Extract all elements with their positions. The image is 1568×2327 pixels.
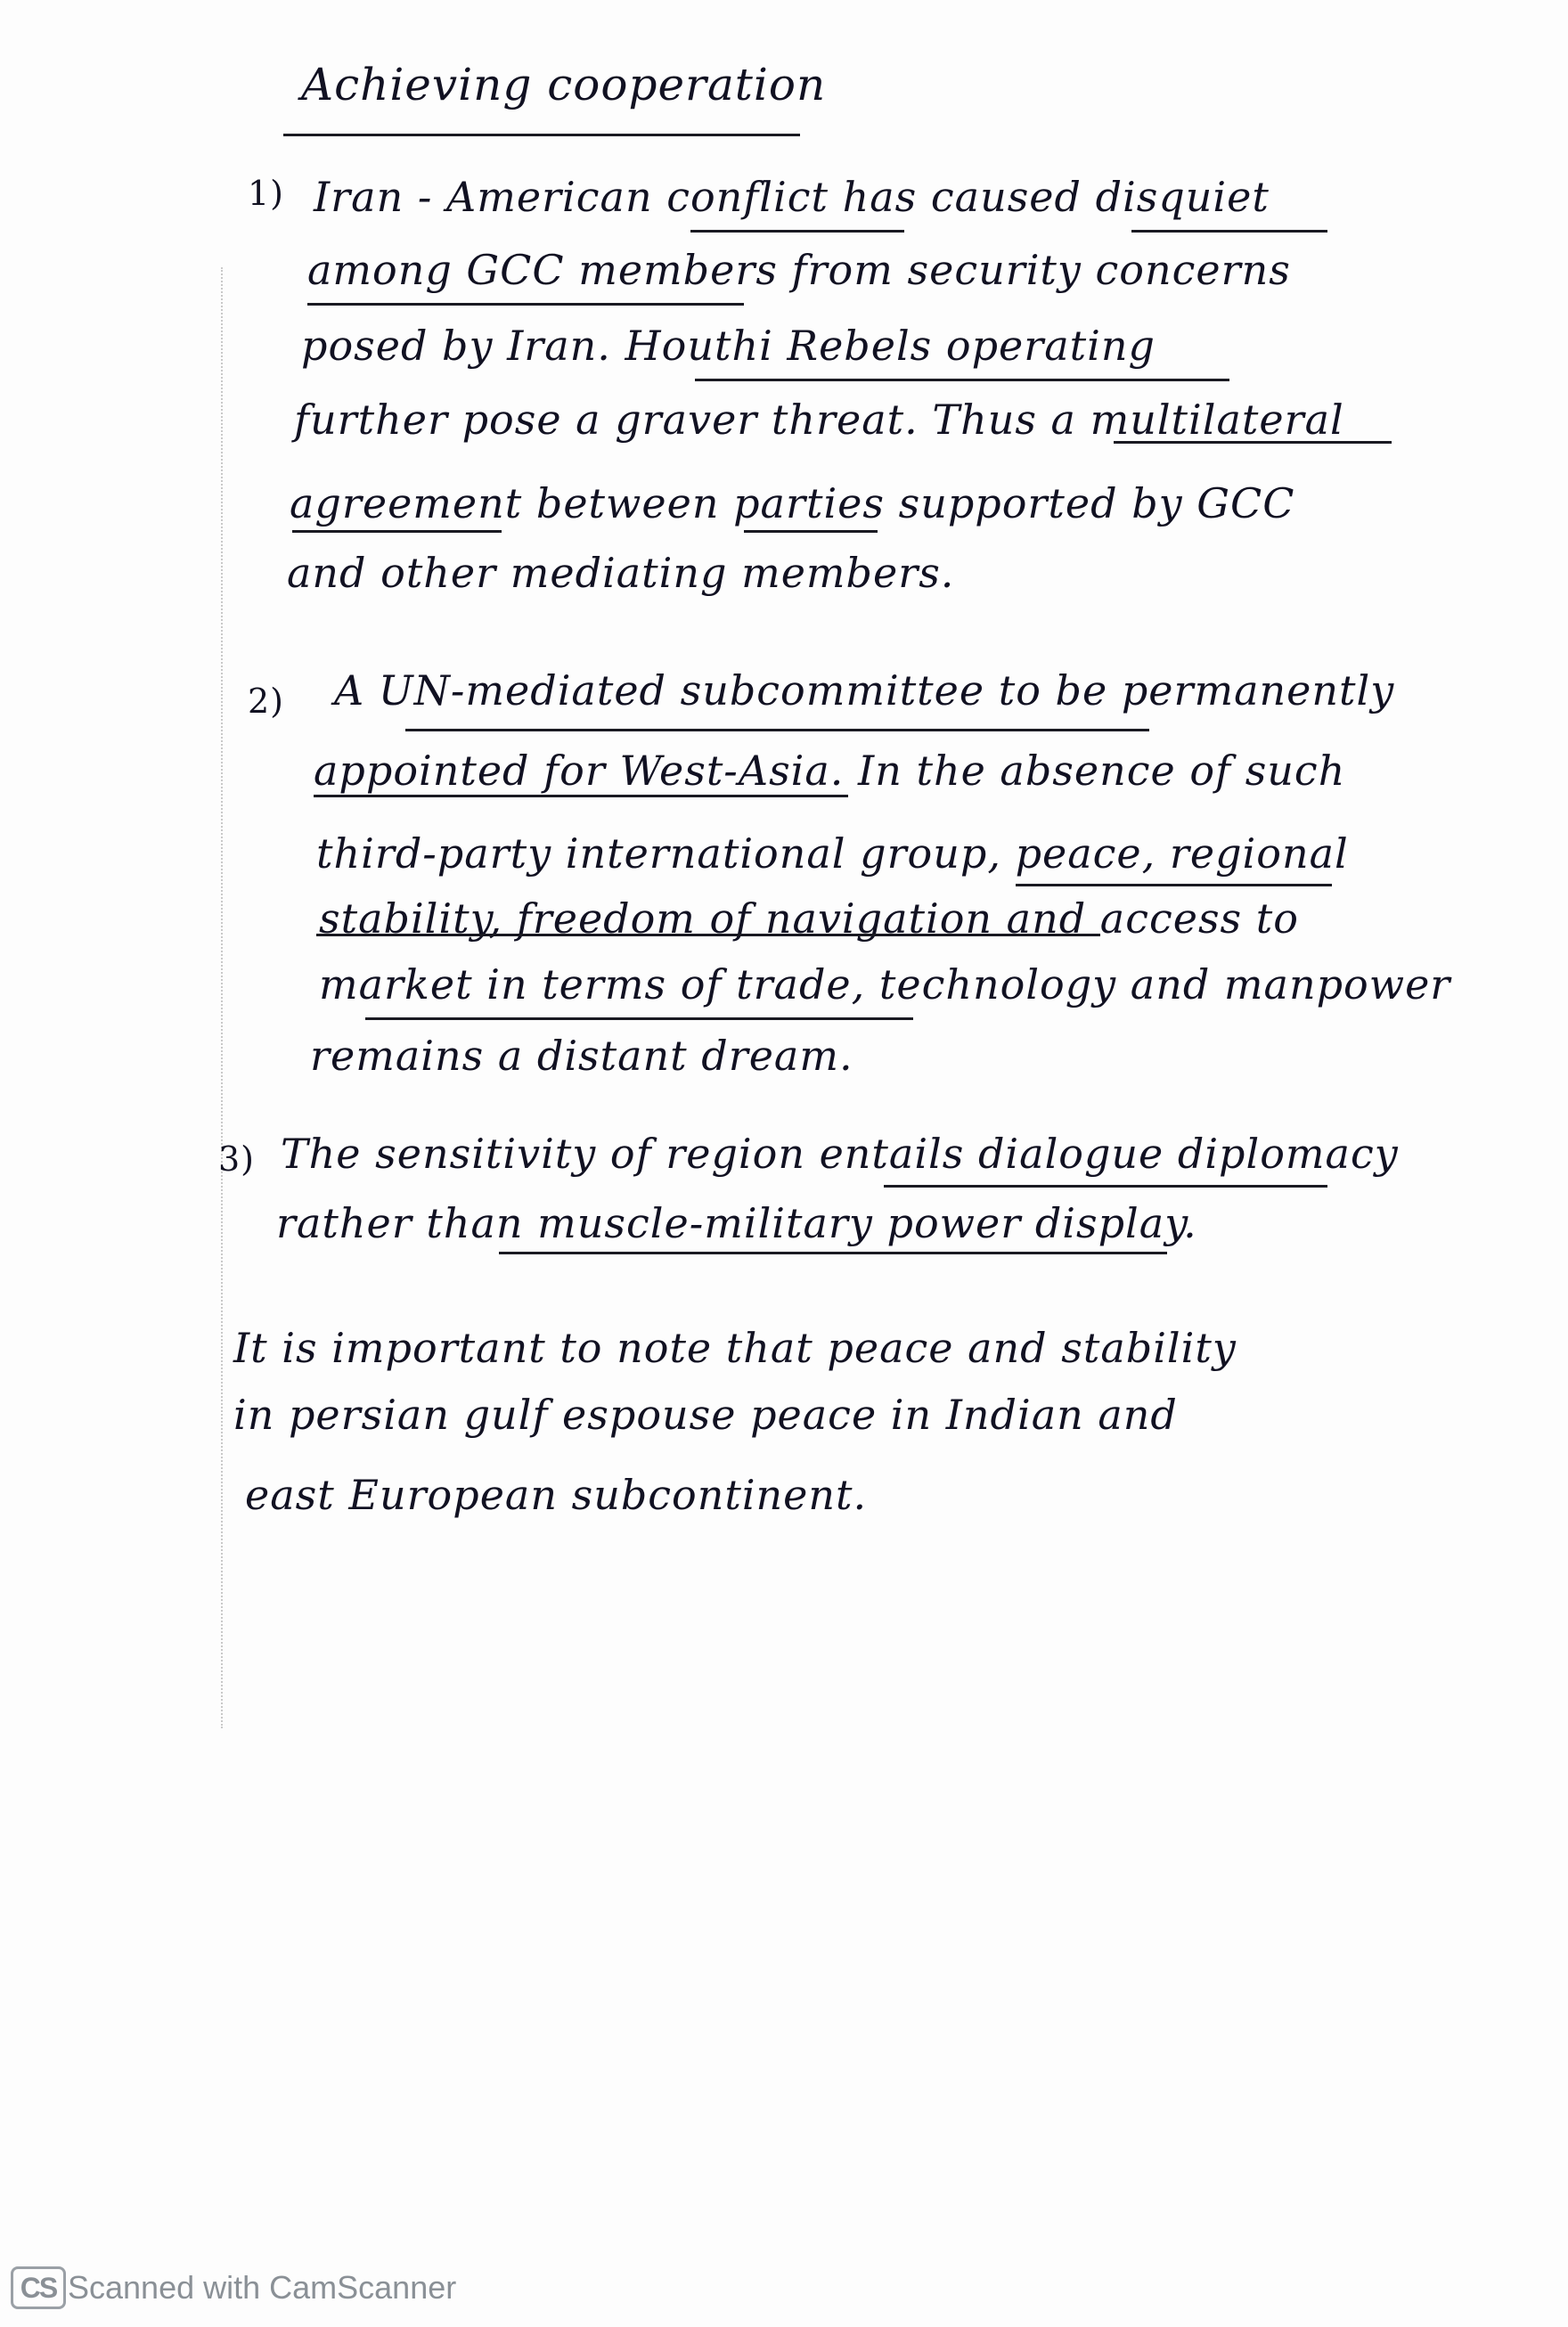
point-1-line-4: further pose a graver threat. Thus a multilateral bbox=[294, 396, 1344, 444]
underline-conflict bbox=[690, 230, 904, 233]
underline-agreement bbox=[292, 530, 502, 533]
margin-rule bbox=[221, 267, 223, 1728]
underline-disquiet bbox=[1131, 230, 1327, 233]
point-1-line-5: agreement between parties supported by GCC bbox=[290, 479, 1295, 527]
underline-entails bbox=[884, 1185, 982, 1188]
point-3-line-1: The sensitivity of region entails dialogue diplomacy bbox=[281, 1130, 1399, 1178]
point-3-number: 3) bbox=[218, 1139, 256, 1179]
point-2-line-4: stability, freedom of navigation and access to bbox=[319, 894, 1299, 943]
underline-peace-regional bbox=[1016, 884, 1332, 886]
conclusion-line-2: in persian gulf espouse peace in Indian and bbox=[233, 1391, 1178, 1439]
underline-dialogue-diplomacy bbox=[980, 1185, 1327, 1188]
point-2-line-5: market in terms of trade, technology and manpower bbox=[319, 960, 1451, 1008]
underline-west-asia bbox=[314, 795, 848, 797]
title-underline bbox=[283, 134, 800, 136]
point-1-line-6: and other mediating members. bbox=[287, 549, 955, 597]
point-2-line-6: remains a distant dream. bbox=[310, 1032, 853, 1080]
point-2-line-3: third-party international group, peace, regional bbox=[316, 829, 1349, 878]
underline-stability bbox=[316, 934, 1100, 936]
conclusion-line-1: It is important to note that peace and stability bbox=[233, 1324, 1237, 1372]
camscanner-logo: CS bbox=[11, 2266, 66, 2309]
point-3-line-2: rather than muscle-military power display. bbox=[276, 1199, 1197, 1247]
point-1-line-3: posed by Iran. Houthi Rebels operating bbox=[301, 322, 1156, 370]
underline-houthi-rebels bbox=[695, 379, 1229, 381]
underline-market bbox=[365, 1017, 913, 1020]
underline-parties bbox=[744, 530, 878, 533]
point-1-number: 1) bbox=[248, 174, 285, 213]
point-1-line-1: Iran - American conflict has caused disquiet bbox=[314, 173, 1270, 221]
point-2-line-1: A UN-mediated subcommittee to be permanently bbox=[334, 666, 1395, 714]
point-1-line-2: among GCC members from security concerns bbox=[307, 246, 1291, 294]
camscanner-watermark bbox=[11, 2263, 456, 2313]
conclusion-line-3: east European subcontinent. bbox=[245, 1471, 868, 1519]
page-title: Achieving cooperation bbox=[301, 59, 827, 110]
point-2-number: 2) bbox=[248, 682, 285, 721]
underline-un-mediated bbox=[405, 729, 1149, 731]
underline-muscle-military bbox=[499, 1252, 1167, 1254]
camscanner-text: Scanned with CamScanner bbox=[68, 2269, 457, 2306]
point-2-line-2: appointed for West-Asia. In the absence of such bbox=[314, 747, 1346, 795]
underline-gcc-members bbox=[307, 303, 744, 306]
underline-multilateral bbox=[1114, 441, 1392, 444]
